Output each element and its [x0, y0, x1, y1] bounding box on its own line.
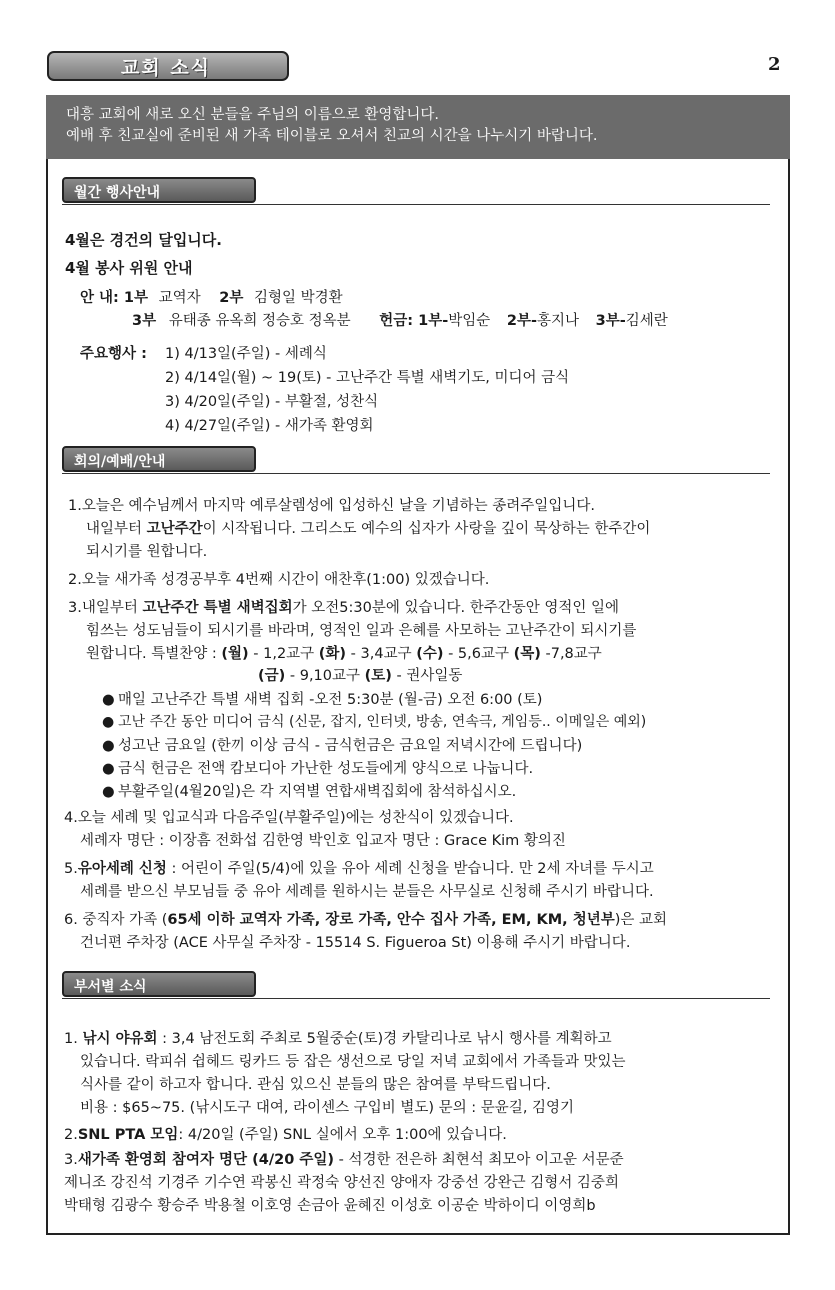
bullet-text: 매일 고난주간 특별 새벽 집회 -오전 5:30분 (월-금) 오전 6:00 (토)	[118, 692, 543, 708]
monthly-heading-2: 4월 봉사 위원 안내	[65, 259, 193, 277]
section-header-monthly: 월간 행사안내	[62, 177, 256, 203]
dept-1-line-4: 비용 : $65~75. (낚시도구 대여, 라이센스 구입비 별도) 문의 : 문윤길, 김영기	[80, 1100, 575, 1116]
text-run-bold: SNL PTA 모임	[77, 1127, 179, 1143]
section-header-meeting: 회의/예배/안내	[62, 446, 256, 472]
monthly-heading-1: 4월은 경건의 달입니다.	[65, 231, 222, 249]
text-run: 1.	[64, 1031, 83, 1047]
event-item: 4) 4/27일(주일) - 새가족 환영회	[165, 418, 374, 434]
notice-5-line-1	[64, 857, 654, 878]
notice-6-line-1	[64, 908, 667, 929]
section-divider	[62, 473, 770, 474]
notice-1-line-3: 되시기를 원합니다.	[86, 544, 208, 560]
banner-line-1: 대흥 교회에 새로 오신 분들을 주님의 이름으로 환영합니다.	[66, 107, 440, 123]
bullet-item	[102, 711, 646, 731]
notice-3-line-3	[86, 642, 602, 663]
dept-1-line-3: 식사를 같이 하고자 합니다. 관심 있으신 분들의 많은 참여를 부탁드립니다.	[80, 1077, 551, 1093]
ushers-2: 김형일 박경환	[253, 290, 343, 306]
text-run-bold: (토)	[364, 668, 392, 684]
text-run-bold: (금)	[258, 668, 286, 684]
text-run: - 석경한 전은하 최현석 최모아 이고운 서문준	[334, 1152, 624, 1168]
page-number: 2	[768, 54, 781, 75]
ushers-label: 안 내: 1부	[80, 290, 149, 306]
banner-line-2: 예배 후 친교실에 준비된 새 가족 테이블로 오셔서 친교의 시간을 나누시기 바랍니다.	[66, 128, 598, 144]
text-run: : 3,4 남전도회 주최로 5월중순(토)경 카탈리나로 낚시 행사를 계획하고	[157, 1031, 612, 1047]
text-run: 이 시작됩니다. 그리스도 예수의 십자가 사랑을 깊이 묵상하는 한주간이	[202, 521, 651, 537]
ushers-2-label: 2부	[219, 290, 244, 306]
section-divider	[62, 204, 770, 205]
dept-3-line-1	[64, 1148, 624, 1169]
text-run: 내일부터	[86, 521, 147, 537]
text-run: 2.	[64, 1127, 78, 1143]
bullet-text: 고난 주간 동안 미디어 금식 (신문, 잡지, 인터넷, 방송, 연속극, 게임등.. 이메일은 예외)	[118, 714, 647, 730]
bullet-text: 금식 헌금은 전액 캄보디아 가난한 성도들에게 양식으로 나눕니다.	[118, 761, 534, 777]
offering-3: 김세란	[625, 313, 668, 329]
dept-3-line-2: 제니조 강진석 기경주 기수연 곽봉신 곽정숙 양선진 양애자 강중선 강완근 김형서 김중희	[64, 1175, 619, 1191]
text-run: 가 오전5:30분에 있습니다. 한주간동안 영적인 일에	[292, 600, 620, 616]
bullet-item	[102, 757, 533, 778]
event-item: 1) 4/13일(주일) - 세례식	[165, 346, 327, 362]
notice-4-line-2: 세례자 명단 : 이장흠 전화섭 김한영 박인호 입교자 명단 : Grace Kim 황의진	[80, 833, 566, 849]
offering-1: 박임순	[448, 313, 491, 329]
text-run: - 9,10교구	[285, 668, 365, 684]
text-run: 3.내일부터	[68, 600, 143, 616]
ushers-3-label: 3부	[132, 313, 157, 329]
text-run: - 3,4교구	[346, 646, 417, 662]
ushers-1: 교역자	[158, 290, 201, 306]
page-title-pill	[47, 51, 289, 81]
event-item: 3) 4/20일(주일) - 부활절, 성찬식	[165, 394, 379, 410]
text-run: - 5,6교구	[443, 646, 514, 662]
text-run: -7,8교구	[540, 646, 602, 662]
text-run: - 1,2교구	[248, 646, 319, 662]
notice-1-line-1: 1.오늘은 예수님께서 마지막 예루살렘성에 입성하신 날을 기념하는 종려주일입니다.	[68, 498, 595, 514]
text-run: - 권사일동	[391, 668, 463, 684]
notice-5-line-2: 세례를 받으신 부모님들 중 유아 세례를 원하시는 분들은 사무실로 신청해 주시기 바랍니다.	[80, 884, 654, 900]
text-run-bold: 새가족 환영회 참여자 명단 (4/20 주일)	[77, 1152, 334, 1168]
ushers-3: 유태종 유옥희 정승호 정옥분	[168, 313, 351, 329]
text-run-bold: 65세 이하 교역자 가족, 장로 가족, 안수 집사 가족, EM, KM, 청년부	[167, 912, 615, 928]
dept-2	[64, 1123, 507, 1144]
text-run-bold: 유아세례 신청	[77, 861, 167, 877]
text-run: 5.	[64, 861, 78, 877]
notice-4-line-1: 4.오늘 세례 및 입교식과 다음주일(부활주일)에는 성찬식이 있겠습니다.	[64, 810, 514, 826]
offering-3-label: 3부-	[595, 313, 626, 329]
text-run-bold: 낚시 야유회	[82, 1031, 158, 1047]
bullet-dot-icon: ●	[102, 784, 115, 800]
text-run-bold: (월)	[221, 646, 249, 662]
offering-2: 홍지나	[537, 313, 580, 329]
ushers-row-2	[132, 309, 668, 330]
text-run-bold: 고난주간	[146, 521, 203, 537]
section-divider	[62, 998, 770, 999]
notice-6-line-2: 건너편 주차장 (ACE 사무실 주차장 - 15514 S. Figueroa St) 이용해 주시기 바랍니다.	[80, 935, 631, 951]
text-run: : 어린이 주일(5/4)에 있을 유아 세례 신청을 받습니다. 만 2세 자녀를 두시고	[166, 861, 654, 877]
bullet-dot-icon: ●	[102, 738, 115, 754]
ushers-row-1	[80, 286, 343, 307]
notice-3-line-4	[258, 664, 462, 685]
event-item: 2) 4/14일(월) ~ 19(토) - 고난주간 특별 새벽기도, 미디어 금식	[165, 370, 570, 386]
bullet-dot-icon: ●	[102, 692, 115, 708]
notice-3-line-1	[68, 596, 619, 617]
notice-3-line-2: 힘쓰는 성도님들이 되시기를 바라며, 영적인 일과 은혜를 사모하는 고난주간이 되시기를	[86, 623, 637, 639]
text-run-bold: 고난주간 특별 새벽집회	[142, 600, 293, 616]
welcome-banner	[46, 95, 790, 159]
bullet-item	[102, 688, 542, 709]
offering-2-label: 2부-	[506, 313, 537, 329]
bullet-text: 부활주일(4월20일)은 각 지역별 연합새벽집회에 참석하십시오.	[118, 784, 517, 800]
text-run-bold: (화)	[318, 646, 347, 662]
dept-1-line-2: 있습니다. 락피쉬 쉽헤드 링카드 등 잡은 생선으로 당일 저녁 교회에서 가족들과 맛있는	[80, 1054, 626, 1070]
bullet-item	[102, 734, 582, 755]
text-run: 3.	[64, 1152, 78, 1168]
bullet-dot-icon: ●	[102, 761, 115, 777]
text-run-bold: (목)	[513, 646, 541, 662]
bullet-text: 성고난 금요일 (한끼 이상 금식 - 금식헌금은 금요일 저녁시간에 드립니다)	[118, 738, 583, 754]
dept-3-line-3: 박태형 김광수 황승주 박용철 이호영 손금아 윤혜진 이성호 이공순 박하이디 이영희b	[64, 1198, 596, 1214]
text-run: : 4/20일 (주일) SNL 실에서 오후 1:00에 있습니다.	[178, 1127, 507, 1143]
events-label: 주요행사 :	[80, 346, 147, 362]
text-run: 6. 중직자 가족 (	[64, 912, 168, 928]
text-run: 원합니다. 특별찬양 :	[86, 646, 222, 662]
page-title: 교회 소식	[121, 56, 212, 79]
notice-1-line-2	[86, 517, 650, 538]
section-header-dept: 부서별 소식	[62, 971, 256, 997]
text-run: )은 교회	[614, 912, 668, 928]
offering-label: 헌금: 1부-	[379, 313, 449, 329]
bullet-item	[102, 780, 516, 801]
dept-1-line-1	[64, 1027, 612, 1048]
text-run-bold: (수)	[416, 646, 444, 662]
bullet-dot-icon: ●	[102, 714, 115, 730]
notice-2: 2.오늘 새가족 성경공부후 4번째 시간이 애찬후(1:00) 있겠습니다.	[68, 572, 490, 588]
